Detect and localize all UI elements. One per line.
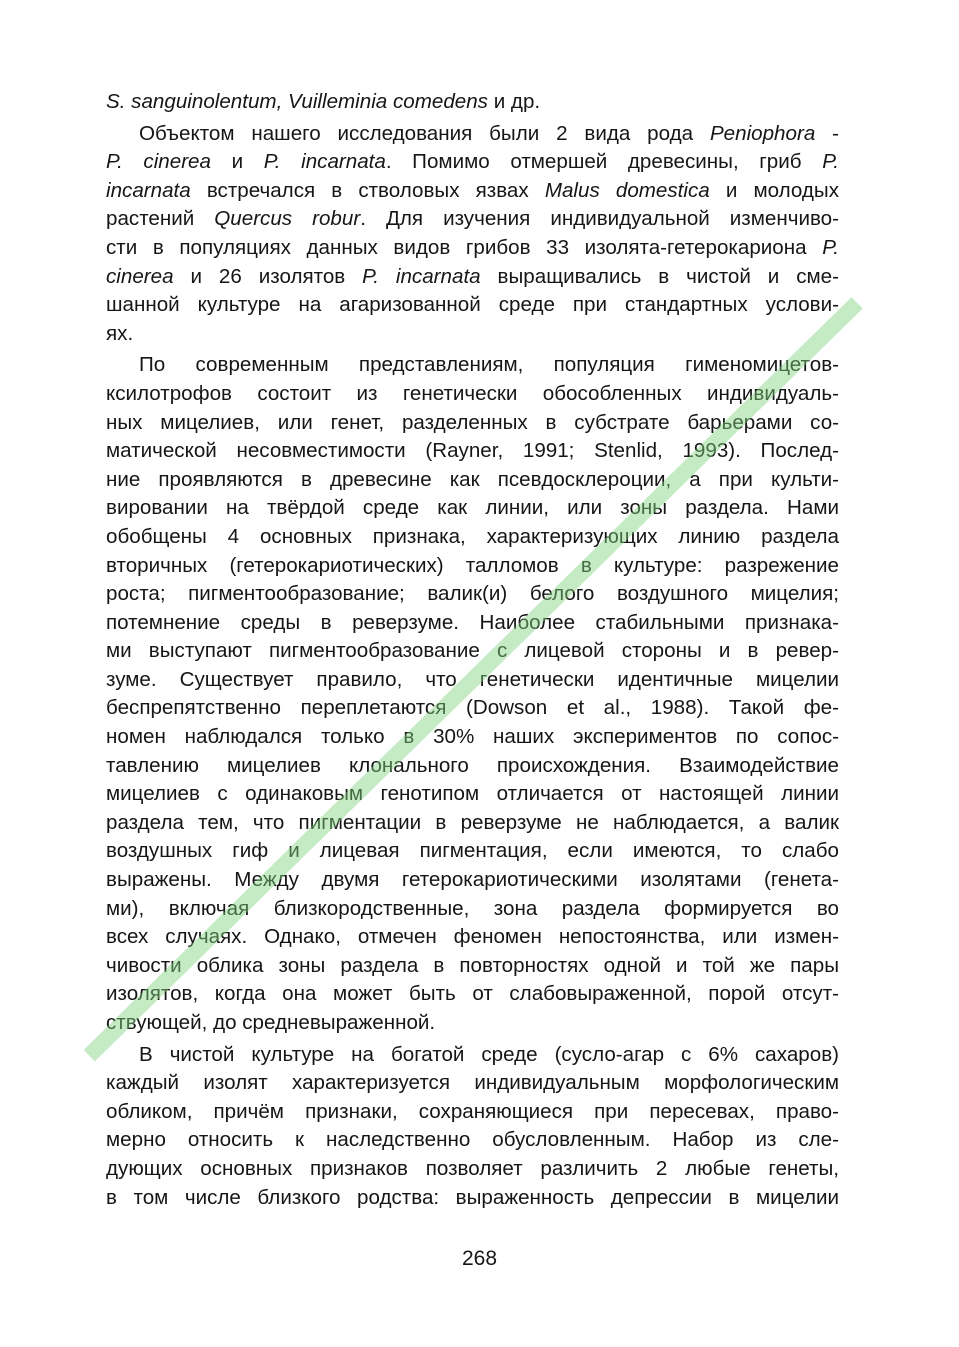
text-line: Объектом нашего исследования были 2 вида рода Peniophora -	[139, 121, 839, 145]
text-line: воздушных гиф и лицевая пигментация, если имеются, то слабо	[106, 839, 839, 863]
text-line: обобщены 4 основных признака, характеризующих линию раздела	[106, 524, 839, 548]
text-line: мерно относить к наследственно обусловленным. Набор из сле-	[106, 1128, 839, 1152]
text-line: В чистой культуре на богатой среде (сусло-агар с 6% сахаров)	[139, 1042, 839, 1066]
page-body	[106, 88, 839, 1212]
text-line: тавлению мицелиев клонального происхождения. Взаимодействие	[106, 753, 839, 777]
text-line: номен наблюдался только в 30% наших экспериментов по сопос-	[106, 725, 839, 749]
text-line: вировании на твёрдой среде как линии, или зоны раздела. Нами	[106, 496, 839, 520]
text-line: ксилотрофов состоит из генетически обособленных индивидуаль-	[106, 381, 839, 405]
text-line: сти в популяциях данных видов грибов 33 изолята-гетерокариона P.	[106, 235, 839, 259]
text-line: cinerea и 26 изолятов P. incarnata выращивались в чистой и сме-	[106, 264, 839, 288]
text-line: дующих основных признаков позволяет различить 2 любые генеты,	[106, 1156, 839, 1180]
text-line: incarnata встречался в стволовых язвах Malus domestica и молодых	[106, 178, 840, 202]
text-line: роста; пигментообразование; валик(и) белого воздушного мицелия;	[106, 582, 839, 606]
text-line: растений Quercus robur. Для изучения индивидуальной изменчиво-	[106, 207, 839, 231]
text-line: матической несовместимости (Rayner, 1991; Stenlid, 1993). Послед-	[106, 439, 839, 463]
text-line: P. cinerea и P. incarnata. Помимо отмершей древесины, гриб P.	[106, 150, 839, 174]
text-line: выражены. Между двумя гетерокариотическими изолятами (генета-	[106, 868, 839, 892]
text-line: ях.	[106, 321, 134, 345]
text-line: беспрепятственно переплетаются (Dowson et al., 1988). Такой фе-	[106, 696, 839, 720]
text-line: зуме. Существует правило, что генетически идентичные мицелии	[106, 667, 839, 691]
text-line: шанной культуре на агаризованной среде при стандартных услови-	[106, 293, 839, 317]
watermark-segment	[838, 308, 852, 322]
text-line: По современным представлениям, популяция гименомицетов-	[139, 353, 839, 377]
text-line: раздела тем, что пигментации в реверзуме не наблюдается, а валик	[106, 810, 839, 834]
text-line: ми), включая близкородственные, зона раздела формируется во	[106, 896, 839, 920]
text-line: изолятов, когда она может быть от слабовыраженной, порой отсут-	[106, 982, 839, 1006]
text-line: каждый изолят характеризуется индивидуальным морфологическим	[106, 1071, 839, 1095]
text-line: вторичных (гетерокариотических) талломов в культуре: разрежение	[106, 553, 839, 577]
text-line: ных мицелиев, или генет, разделенных в субстрате барьерами со-	[106, 410, 839, 434]
text-line: ми выступают пигментообразование с лицевой стороны и в ревер-	[106, 639, 839, 663]
text-line: чивости облика зоны раздела в повторностях одной и той же пары	[106, 953, 839, 977]
text-line: всех случаях. Однако, отмечен феномен непостоянства, или измен-	[106, 925, 839, 949]
text-line: ствующей, до средневыраженной.	[106, 1011, 436, 1034]
page-number: 268	[461, 1247, 498, 1270]
text-line: обликом, причём признаки, сохраняющиеся при пересевах, право-	[106, 1099, 839, 1123]
text-line: мицелиев с одинаковым генотипом отличается от настоящей линии	[106, 782, 839, 806]
text-line: в том числе близкого родства: выраженность депрессии в мицелии	[106, 1185, 839, 1209]
text-line: S. sanguinolentum, Vuilleminia comedens и др.	[106, 90, 541, 113]
text-line: ние проявляются в древесине как псевдосклероции, а при культи-	[106, 467, 839, 491]
text-line: потемнение среды в реверзуме. Наиболее стабильными признака-	[106, 610, 839, 634]
